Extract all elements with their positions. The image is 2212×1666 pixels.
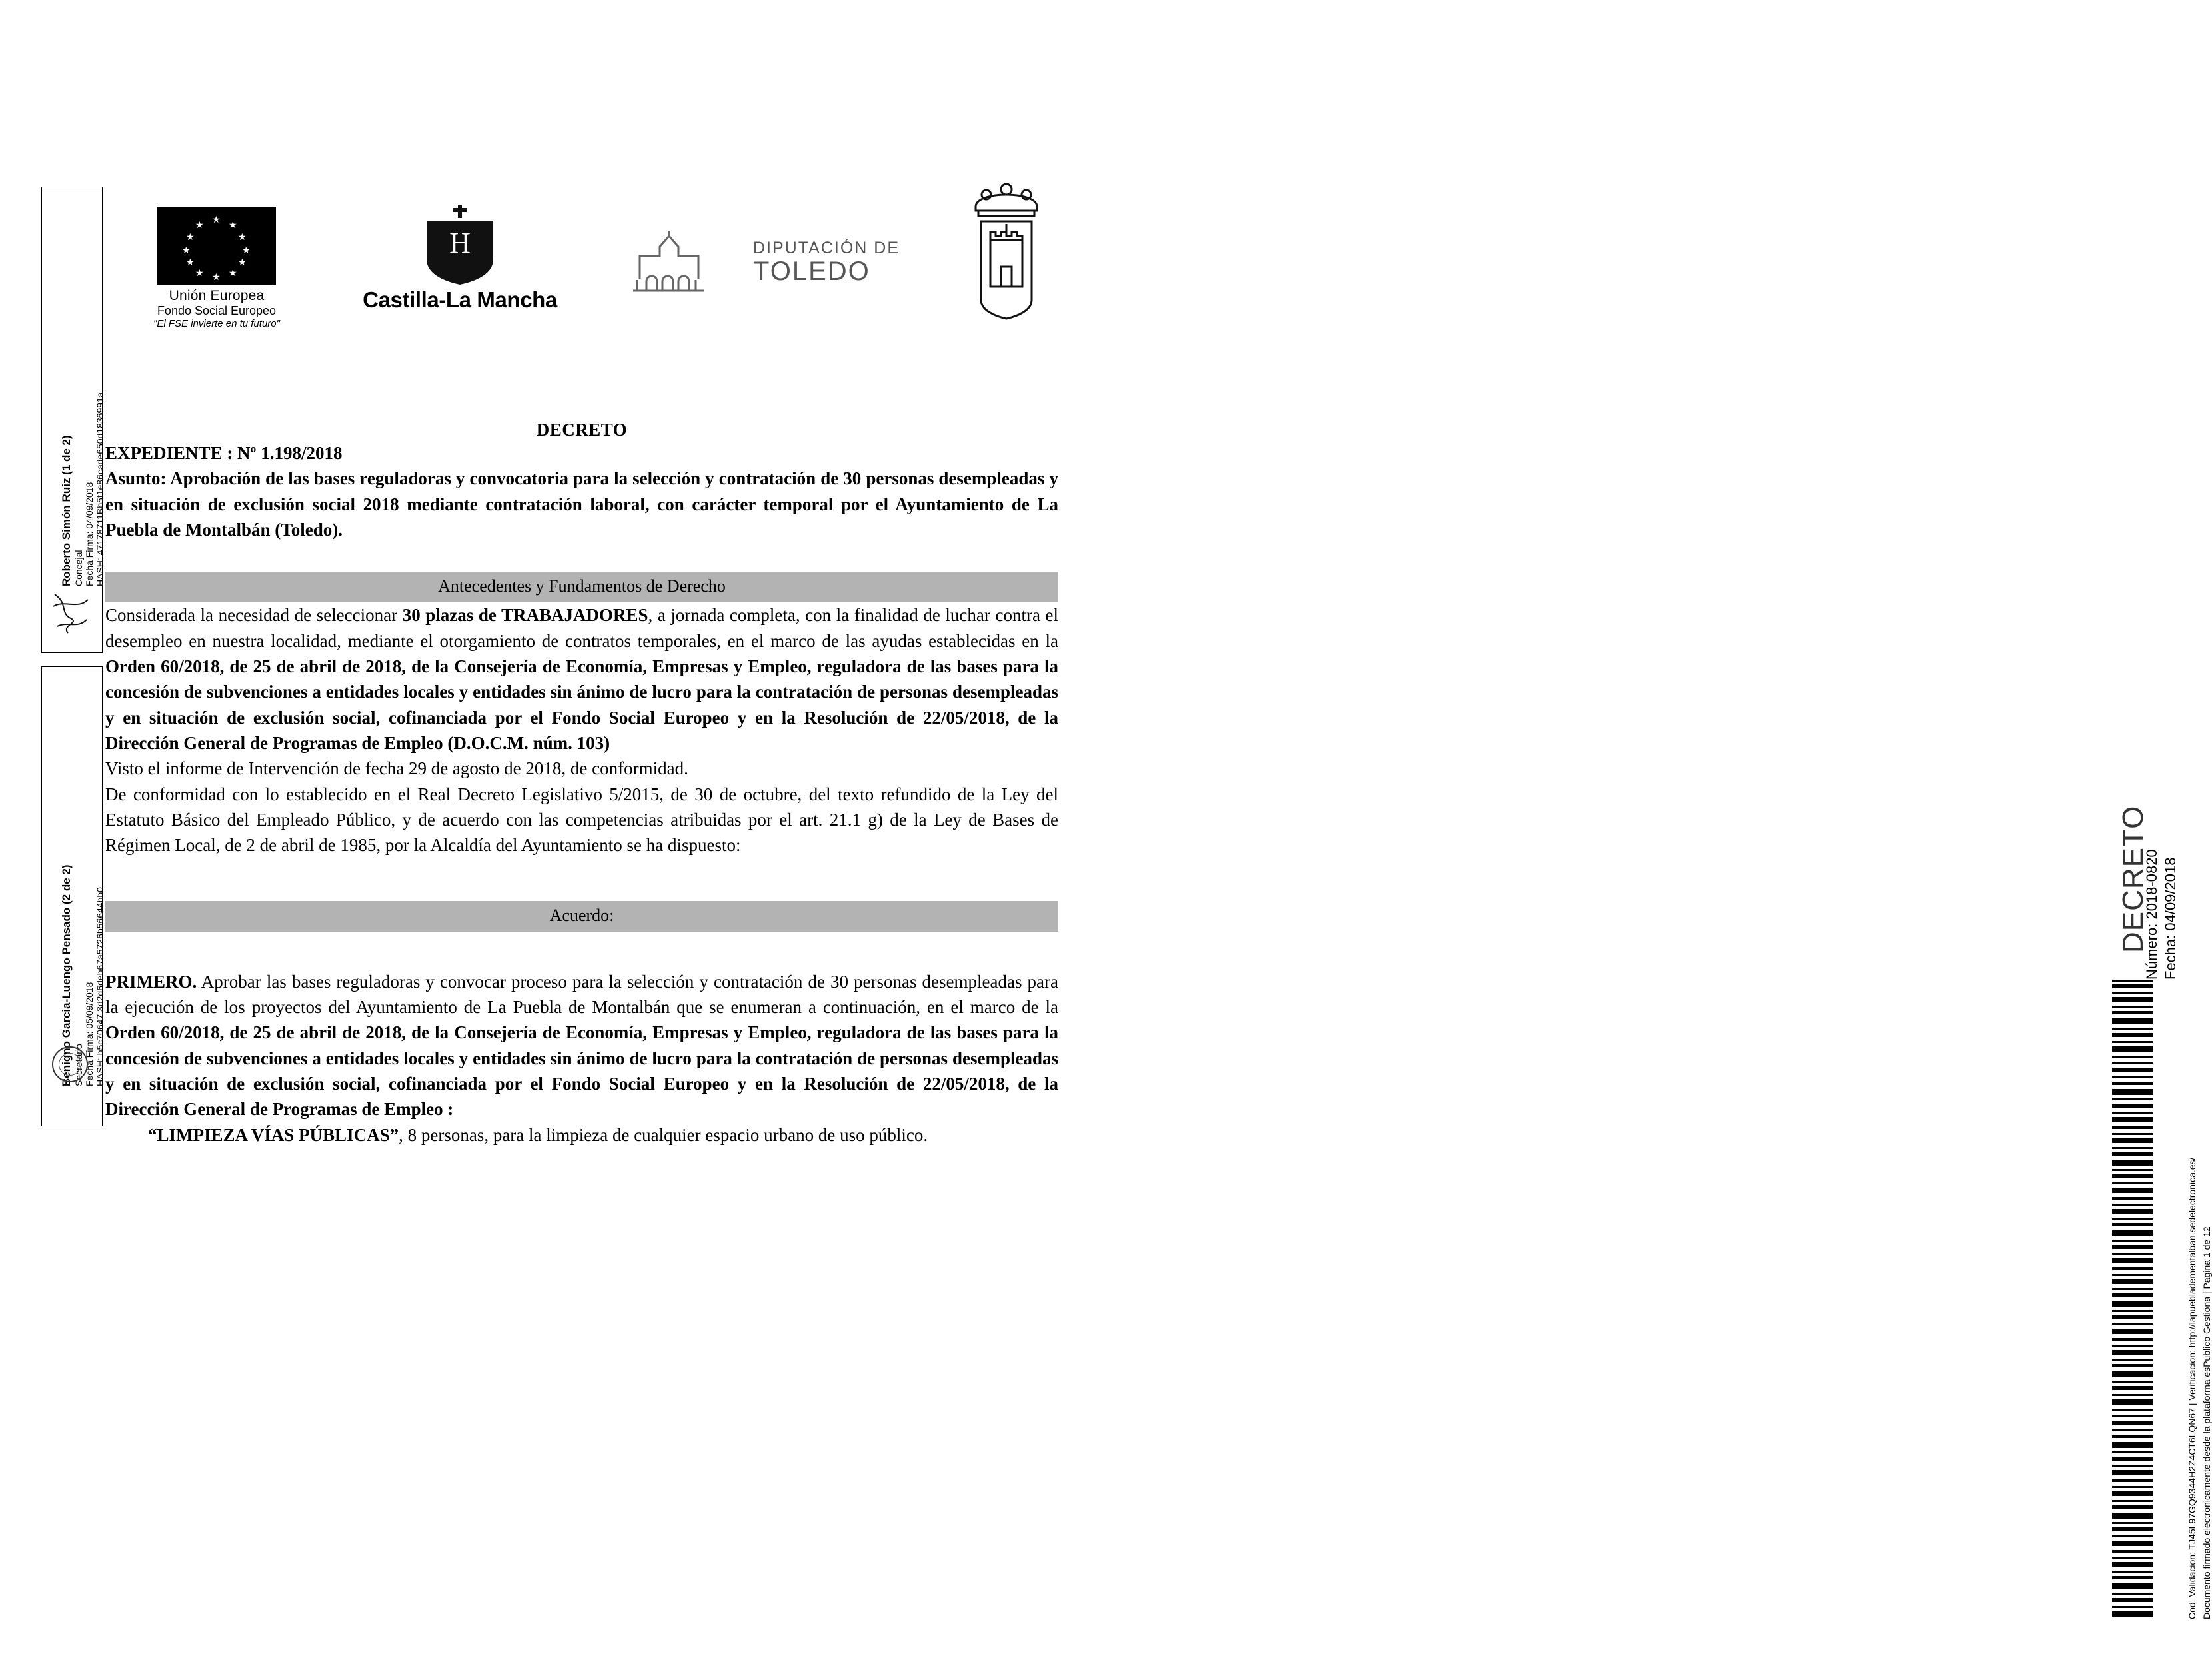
- antecedentes-paragraph-3: De conformidad con lo establecido en el Real Decreto Legislativo 5/2015, de 30 de octubre, del texto refundido de la Ley del Estatuto Básico del Empleado Público, y de acuerdo con las competencias atribuidas por el art. 21.1 g) de la Ley de Bases de Régimen Local, de 2 de abril de 1985, por la Alcaldía del Ayuntamiento se ha dispuesto:: [105, 784, 1058, 856]
- proyecto-1-desc: , 8 personas, para la limpieza de cualquier espacio urbano de uso público.: [399, 1124, 928, 1145]
- eu-label-line1: Unión Europea: [169, 288, 265, 303]
- ant-p1-text-b: , a jornada completa, con la finalidad de luchar contra el desempleo en nuestra localidad, mediante el otorgamiento de contratos temporales, en el marco de las ayudas establecidas en la: [105, 605, 1058, 651]
- antecedentes-paragraph-1: [105, 602, 1058, 756]
- primero-label: PRIMERO.: [105, 971, 197, 992]
- logo-castilla-la-mancha: [320, 203, 600, 313]
- asunto-paragraph: Asunto: Aprobación de las bases reguladoras y convocatoria para la selección y contratación de 30 personas desempleadas y en situación de exclusión social 2018 mediante contratación laboral, con carácter temporal por el Ayuntamiento de La Puebla de Montalbán (Toledo).: [105, 468, 1058, 540]
- section-header-antecedentes: Antecedentes y Fundamentos de Derecho: [105, 572, 1058, 602]
- diputacion-label-line2: TOLEDO: [753, 257, 870, 286]
- signature-1-hash: HASH: 47178711Bb5f1e86cade650d1836991a: [95, 392, 105, 586]
- expediente-number: EXPEDIENTE : Nº 1.198/2018: [105, 443, 343, 463]
- page-title: DECRETO: [536, 420, 628, 440]
- primero-text-a: Aprobar las bases reguladoras y convocar proceso para la selección y contratación de 30 personas desempleadas para la ejecución de los proyectos del Ayuntamiento de La Puebla de Montalbán que se enumeran a continuación, en el marco de la: [105, 971, 1058, 1017]
- eu-label-line2: Fondo Social Europeo: [157, 304, 277, 317]
- signature-2-hash: HASH: b5c70647 3d2d6deb67a5726b56644bb0: [95, 887, 105, 1086]
- eu-flag-icon: ★ ★ ★ ★ ★ ★ ★ ★ ★ ★ ★ ★: [157, 207, 276, 285]
- margin-fecha: Fecha: 04/09/2018: [2162, 857, 2179, 980]
- validation-code-line1: Cod. Validacion: TJ45L97GQ9344H2Z4CT6LQN67 | Verificacion: http://lapuebladementalban.sedelectronica.es/: [2187, 1157, 2197, 1619]
- acuerdo-primero-paragraph: [105, 969, 1058, 1122]
- castilla-shield-icon: [423, 203, 497, 283]
- signature-1-role: Concejal: [73, 550, 84, 586]
- verification-barcode: [2112, 980, 2153, 1619]
- logo-european-union: [133, 207, 300, 329]
- right-margin: [1060, 0, 2212, 1666]
- signature-1-name: Roberto Simón Ruiz (1 de 2): [60, 435, 73, 586]
- diputacion-label-line1: DIPUTACIÓN DE: [753, 239, 900, 257]
- official-seal-stamp: [52, 1046, 88, 1082]
- margin-decreto-label: DECRETO: [2117, 805, 2149, 953]
- ant-p1-bold-a: 30 plazas de TRABAJADORES: [402, 605, 648, 626]
- header-logos: [120, 167, 1066, 347]
- proyecto-limpieza-vias-publicas: [105, 1122, 1058, 1148]
- antecedentes-paragraph-2: Visto el informe de Intervención de fecha 29 de agosto de 2018, de conformidad.: [105, 758, 688, 779]
- document-body: [105, 400, 1058, 1148]
- eu-label-line3: "El FSE invierte en tu futuro": [153, 318, 280, 329]
- proyecto-1-title: “LIMPIEZA VÍAS PÚBLICAS”: [148, 1124, 399, 1145]
- signature-1-date: Fecha Firma: 04/09/2018: [84, 482, 95, 586]
- logo-municipal-coat-of-arms: [946, 167, 1066, 320]
- validation-code-line2: Documento firmado electronicamente desde la plataforma esPublico Gestiona | Pagina 1 de 12: [2201, 1226, 2212, 1619]
- handwritten-signature-1: [48, 586, 95, 640]
- toledo-bridge-icon: [626, 227, 746, 293]
- signature-2-name: Benigno Garcia-Luengo Pensado (2 de 2): [60, 864, 73, 1086]
- primero-bold-b: Orden 60/2018, de 25 de abril de 2018, de la Consejería de Economía, Empresas y Empleo, reguladora de las bases para la concesión de subvenciones a entidades locales y entidades sin ánimo de lucro para la contratación de personas desempleadas y en situación de exclusión social, cofinanciada por el Fondo Social Europeo y en la Resolución de 22/05/2018, de la Dirección General de Programas de Empleo :: [105, 1022, 1058, 1120]
- ant-p1-text-a: Considerada la necesidad de seleccionar: [105, 605, 403, 626]
- section-header-acuerdo: Acuerdo:: [105, 901, 1058, 932]
- svg-text:H: H: [449, 227, 471, 259]
- signature-2-role: Secretario: [73, 1044, 84, 1086]
- ant-p1-bold-b: Orden 60/2018, de 25 de abril de 2018, de la Consejería de Economía, Empresas y Empleo, reguladora de las bases para la concesión de subvenciones a entidades locales y entidades sin ánimo de lucro para la contratación de personas desempleadas y en situación de exclusión social, cofinanciada por el Fondo Social Europeo y en la Resolución de 22/05/2018, de la Dirección General de Programas de Empleo (D.O.C.M. núm. 103): [105, 656, 1058, 753]
- clm-label: Castilla-La Mancha: [363, 287, 557, 312]
- coat-of-arms-icon: [946, 167, 1066, 320]
- logo-diputacion-toledo: [626, 227, 926, 293]
- signature-2-date: Fecha Firma: 05/09/2018: [84, 982, 95, 1086]
- margin-numero: Número: 2018-0820: [2143, 849, 2160, 980]
